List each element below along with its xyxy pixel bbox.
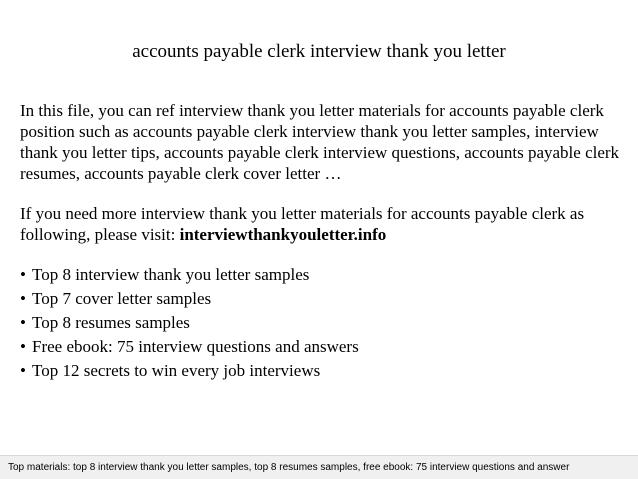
bullet-icon: • xyxy=(20,313,26,332)
list-item xyxy=(20,264,626,285)
more-info-text: If you need more interview thank you letter materials for accounts payable clerk as following, please visit: xyxy=(20,204,585,244)
bullet-text: Top 12 secrets to win every job interviews xyxy=(32,361,321,380)
bullet-icon: • xyxy=(20,265,26,284)
site-link[interactable]: interviewthankyouletter.info xyxy=(179,225,387,244)
bullet-text: Top 7 cover letter samples xyxy=(32,289,212,308)
bullet-text: Top 8 interview thank you letter samples xyxy=(32,265,310,284)
list-item xyxy=(20,336,626,357)
more-info-paragraph xyxy=(20,203,626,245)
slide-title: accounts payable clerk interview thank you letter xyxy=(132,41,506,62)
list-item xyxy=(20,312,626,333)
bullet-text: Top 8 resumes samples xyxy=(32,313,190,332)
bullet-icon: • xyxy=(20,289,26,308)
bullet-icon: • xyxy=(20,361,26,380)
list-item xyxy=(20,288,626,309)
footer-bar xyxy=(0,455,638,479)
slide-content xyxy=(20,100,626,384)
list-item xyxy=(20,360,626,381)
bullet-text: Free ebook: 75 interview questions and answers xyxy=(32,337,359,356)
intro-paragraph: In this file, you can ref interview thank you letter materials for accounts payable clerk position such as accounts payable clerk interview thank you letter samples, interview thank you letter tips, accounts payable clerk interview questions, accounts payable clerk resumes, accounts payable clerk cover letter … xyxy=(20,101,620,183)
footer-text: Top materials: top 8 interview thank you letter samples, top 8 resumes samples, free ebook: 75 interview questions and answer xyxy=(8,462,570,473)
bullet-icon: • xyxy=(20,337,26,356)
bullet-list xyxy=(20,264,626,381)
